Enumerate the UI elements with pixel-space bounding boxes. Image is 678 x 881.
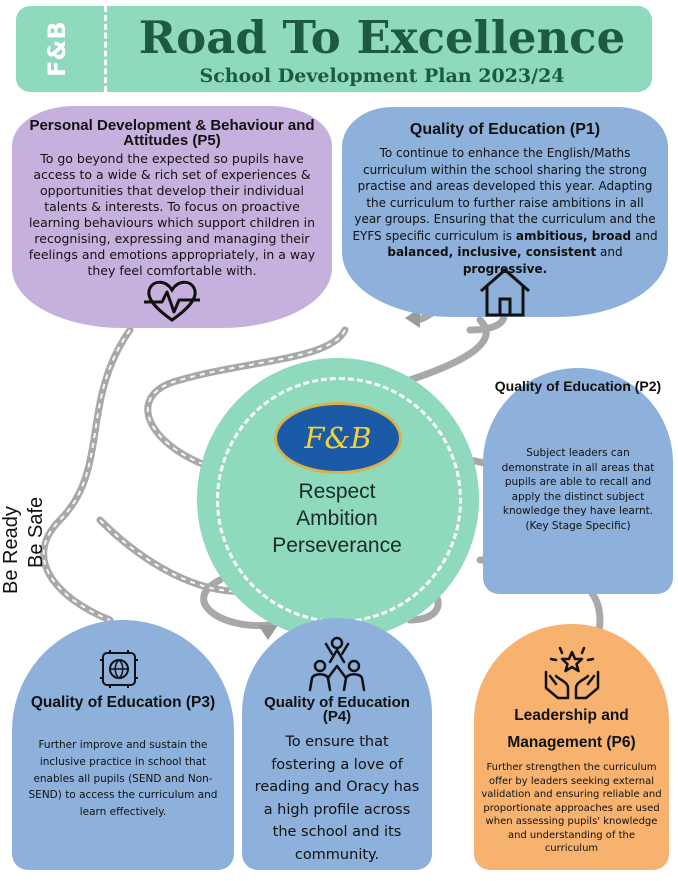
- rule-ready: Be Ready: [0, 506, 22, 594]
- card-quality-p2: [483, 368, 673, 594]
- school-logo-tag: F&B: [43, 21, 71, 77]
- card-heading: Quality of Education (P4): [264, 694, 410, 725]
- page-title: Road To Excellence: [138, 11, 626, 64]
- school-crest-logo: [274, 402, 402, 474]
- card-body: Further strengthen the curriculum offer by leaders seeking external validation and ensuring reliable and proportionate approaches are used when assessing pupils' knowledge and understanding of the curriculum: [481, 762, 662, 854]
- card-quality-p3: [12, 620, 234, 870]
- card-heading: Leadership and Management (P6): [507, 707, 636, 751]
- card-body-text: and: [600, 245, 623, 259]
- value-perseverance: Perseverance: [272, 534, 402, 557]
- card-heading: Quality of Education (P2): [494, 378, 662, 394]
- card-body: To go beyond the expected so pupils have access to a wide & rich set of experiences & opportunities that develop their individual talents & interests. To focus on proactive learning behaviours which support children in recognising, expressing and managing their feelings and emotions appropriately, in a way they feel comfortable with.: [28, 151, 316, 278]
- header-divider: [104, 6, 107, 92]
- card-body-emphasis: balanced, inclusive, consistent: [387, 245, 597, 259]
- value-ambition: Ambition: [296, 507, 378, 530]
- crest-lettering: F&B: [304, 421, 372, 455]
- card-personal-development: [12, 106, 332, 328]
- card-heading: Quality of Education (P3): [30, 694, 216, 711]
- rule-safe: Be Safe: [25, 496, 47, 568]
- card-body-emphasis: progressive.: [462, 261, 548, 276]
- card-body-text: To continue to enhance the English/Maths curriculum within the school sharing the strong practise and areas developed this year. Adapting the curriculum to further raise ambitions in all year groups. Ensuring that the curriculum and the EYFS specific curriculum is: [352, 146, 656, 243]
- heartbeat-icon: [142, 276, 202, 324]
- card-quality-p1: [342, 107, 668, 317]
- card-body-emphasis: ambitious, broad: [515, 228, 632, 243]
- team-people-icon: [308, 636, 366, 692]
- card-body-text: and: [634, 228, 658, 243]
- school-rules: [0, 410, 64, 620]
- card-heading: Quality of Education (P1): [409, 121, 601, 138]
- card-leadership-p6: [474, 624, 669, 870]
- card-body: Further improve and sustain the inclusive practice in school that enables all pupils (SEND and Non-SEND) to access the curriculum and learn effectively.: [28, 739, 218, 819]
- value-respect: Respect: [298, 480, 376, 503]
- card-heading: Personal Development & Behaviour and Attitudes (P5): [29, 117, 315, 149]
- card-body: To ensure that fostering a love of reading and Oracy has a high profile across the school and its community.: [254, 734, 420, 863]
- card-body: [352, 145, 658, 277]
- card-body: Subject leaders can demonstrate in all areas that pupils are able to recall and apply the distinct subject knowledge they have learnt. (Key Stage Specific): [501, 447, 655, 532]
- globe-circuit-icon: [100, 650, 138, 688]
- house-icon: [478, 267, 532, 317]
- hands-star-icon: [542, 646, 602, 700]
- card-quality-p4: [242, 618, 432, 870]
- page-subtitle: School Development Plan 2023/24: [199, 65, 565, 87]
